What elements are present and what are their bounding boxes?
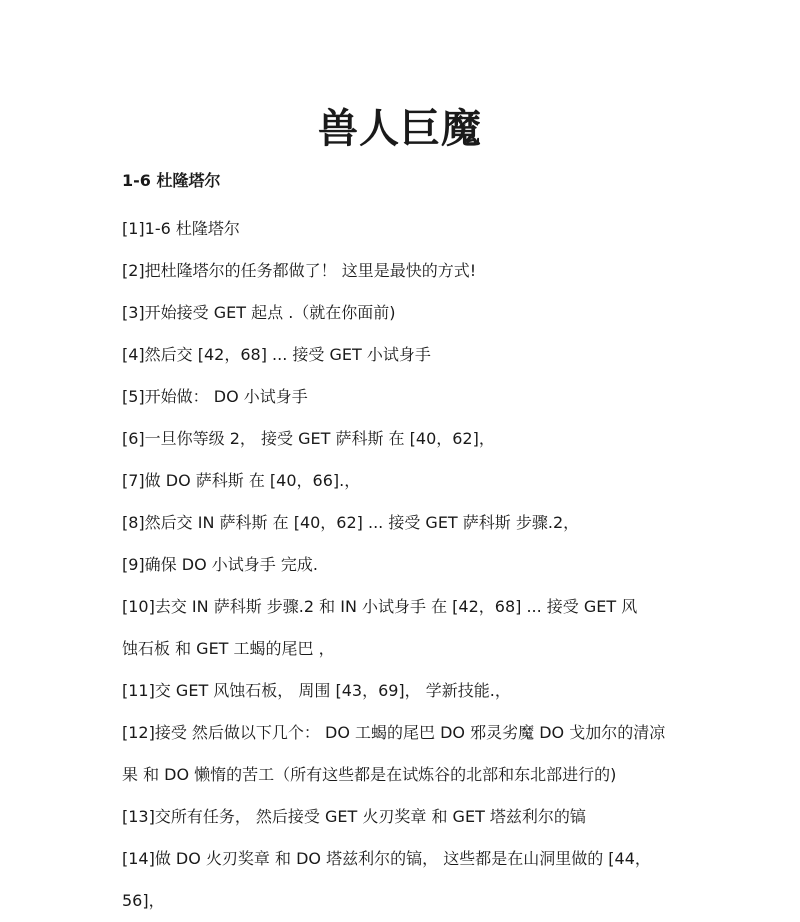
guide-line: [10]去交 IN 萨科斯 步骤.2 和 IN 小试身手 在 [42，68] ... 接受 GET 风: [122, 597, 638, 616]
guide-line: [2]把杜隆塔尔的任务都做了！ 这里是最快的方式!: [122, 261, 477, 280]
guide-text: [122, 208, 692, 922]
guide-line: [4]然后交 [42，68] ... 接受 GET 小试身手: [122, 345, 431, 364]
guide-line: 果 和 DO 懒惰的苦工（所有这些都是在试炼谷的北部和东北部进行的): [122, 765, 617, 784]
guide-line: [8]然后交 IN 萨科斯 在 [40，62] ... 接受 GET 萨科斯 步骤.2，: [122, 513, 580, 532]
guide-line: [11]交 GET 风蚀石板， 周围 [43，69]， 学新技能.，: [122, 681, 511, 700]
guide-line: 蚀石板 和 GET 工蝎的尾巴 ，: [122, 639, 335, 658]
guide-line: [13]交所有任务， 然后接受 GET 火刃奖章 和 GET 塔兹利尔的镐: [122, 807, 586, 826]
guide-line: [3]开始接受 GET 起点 .（就在你面前): [122, 303, 396, 322]
guide-line: [6]一旦你等级 2， 接受 GET 萨科斯 在 [40，62]，: [122, 429, 495, 448]
guide-line: [1]1-6 杜隆塔尔: [122, 219, 240, 238]
guide-line: [5]开始做： DO 小试身手: [122, 387, 308, 406]
page-title: 兽人巨魔: [318, 106, 482, 152]
guide-line: [12]接受 然后做以下几个： DO 工蝎的尾巴 DO 邪灵劣魔 DO 戈加尔的清凉: [122, 723, 666, 742]
guide-line: [7]做 DO 萨科斯 在 [40，66].，: [122, 471, 361, 490]
guide-line: [14]做 DO 火刃奖章 和 DO 塔兹利尔的镐， 这些都是在山洞里做的 [44，: [122, 849, 651, 868]
section-heading: 1-6 杜隆塔尔: [122, 171, 221, 190]
guide-line: [9]确保 DO 小试身手 完成.: [122, 555, 318, 574]
guide-line: 56]，: [122, 891, 165, 910]
